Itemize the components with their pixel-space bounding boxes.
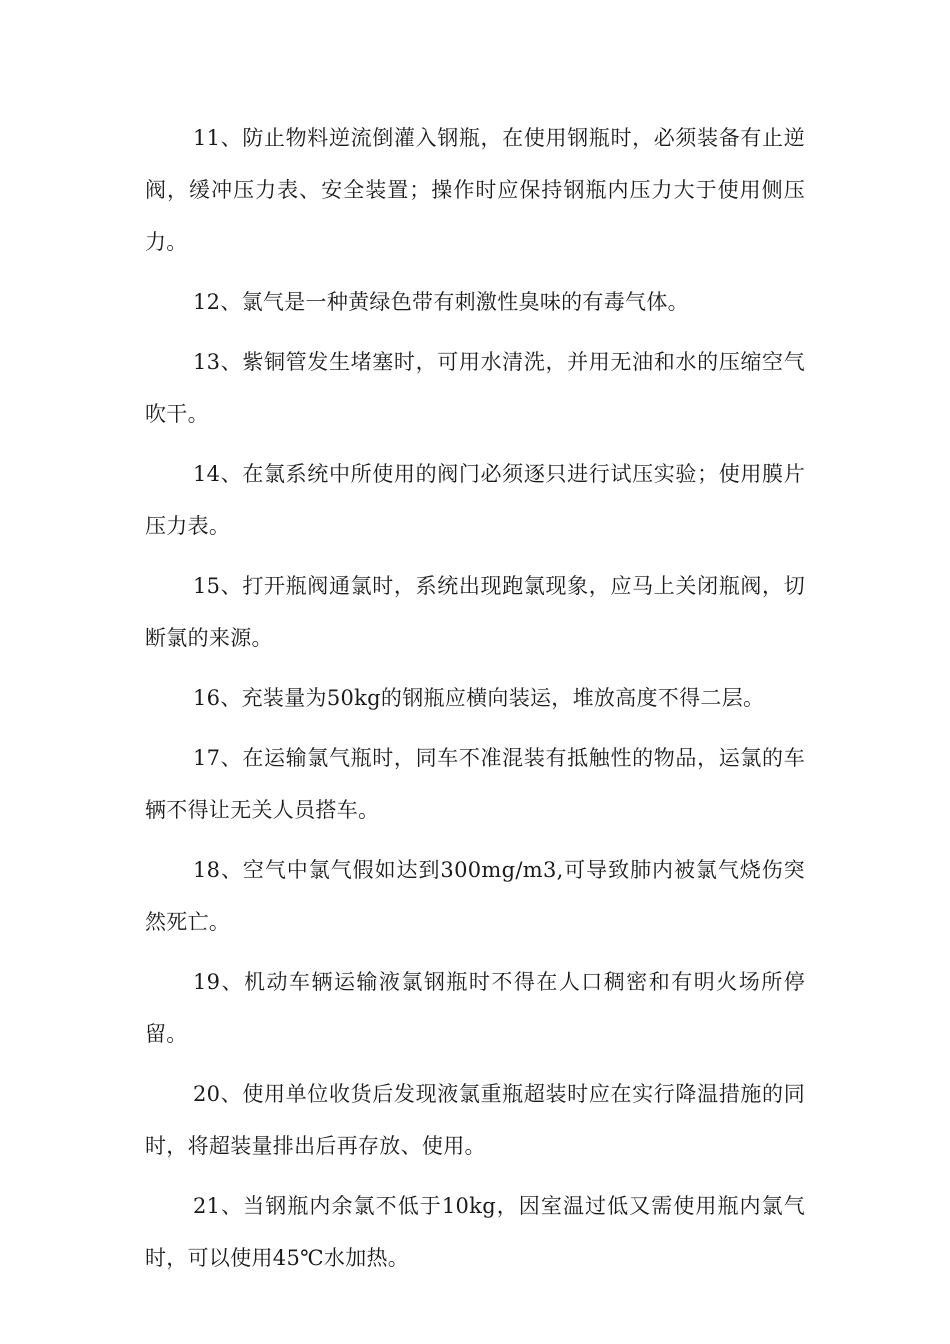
document-body [145, 112, 805, 1292]
paragraph-item-15: 15、打开瓶阀通氯时，系统出现跑氯现象，应马上关闭瓶阀，切断氯的来源。 [145, 574, 805, 650]
paragraph-item-17: 17、在运输氯气瓶时，同车不准混装有抵触性的物品，运氯的车辆不得让无关人员搭车。 [145, 746, 805, 822]
paragraph-item-19: 19、机动车辆运输液氯钢瓶时不得在人口稠密和有明火场所停留。 [145, 970, 805, 1046]
paragraph-item-16: 16、充装量为50kg的钢瓶应横向装运，堆放高度不得二层。 [193, 686, 765, 710]
paragraph-item-13: 13、紫铜管发生堵塞时，可用水清洗，并用无油和水的压缩空气吹干。 [145, 350, 805, 426]
paragraph-item-20: 20、使用单位收货后发现液氯重瓶超装时应在实行降温措施的同时，将超装量排出后再存放、使用。 [145, 1082, 805, 1158]
paragraph-item-18: 18、空气中氯气假如达到300mg/m3,可导致肺内被氯气烧伤突然死亡。 [145, 858, 805, 934]
paragraph-item-12: 12、氯气是一种黄绿色带有刺激性臭味的有毒气体。 [193, 290, 689, 314]
paragraph-item-21: 21、当钢瓶内余氯不低于10kg，因室温过低又需使用瓶内氯气时，可以使用45℃水加热。 [145, 1194, 805, 1270]
paragraph-item-11: 11、防止物料逆流倒灌入钢瓶，在使用钢瓶时，必须装备有止逆阀，缓冲压力表、安全装置；操作时应保持钢瓶内压力大于使用侧压力。 [145, 126, 805, 254]
paragraph-item-14: 14、在氯系统中所使用的阀门必须逐只进行试压实验；使用膜片压力表。 [145, 462, 805, 538]
